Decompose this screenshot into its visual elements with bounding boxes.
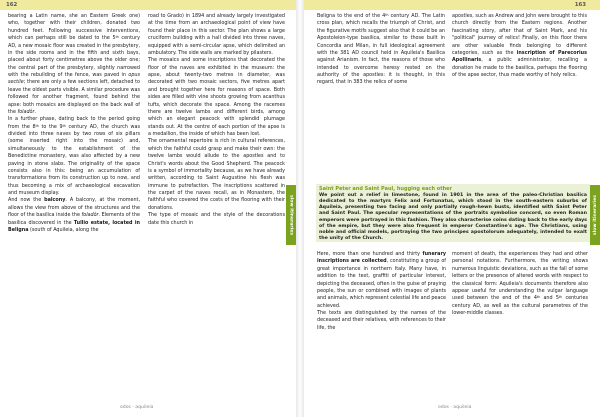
left-page-column-1 [8, 13, 140, 234]
superscript: th [115, 35, 119, 40]
right-page-column-2 [452, 13, 587, 79]
paragraph: The mosaics and some inscriptions that decorated the floor of the naves are exhibited in the museum: the apse, about twenty-two metres in diameter, was decorated with two mosaic sectors, five metres apart and brought together here for reasons of space. Both sides are filled with vine shoots growing from acanthus tufts, which decorate the space. Among the racemes there are twelve lambs and different birds, among which an elegant peacock with splendid plumage stands out. At the centre of each portion of the apse is a medallion, the inside of which has been lost. [148, 57, 285, 137]
paragraph [452, 13, 587, 79]
superscript: th [558, 295, 563, 300]
text: In a further phase, dating back to the period going from the 8 [8, 116, 140, 130]
text: (south of Aquileia, along the [28, 226, 99, 233]
text: Beligna to the end of the 4 [317, 13, 386, 19]
page-header-bar-right [304, 0, 600, 10]
paragraph [8, 197, 140, 234]
bold-term: funerary inscriptions are collected [317, 251, 446, 265]
right-page-column-3 [317, 251, 446, 332]
text: moment of death, the experiences they had and other personal notations. Furthermore, the writing shows numerous linguistic deviations, such as the fall of some letters or the presence of altered words with respect to the classical form: Aquileia's documents therefore also appear useful for understanding the vulgar language used between the end of the 4 [452, 251, 588, 302]
page-number-right: 163 [574, 2, 586, 8]
paragraph: The ornamental repertoire is rich in cultural references, which the faithful could grasp and make their own: the twelve lambs would allude to the apostles and to Christ's words about the Good Shepherd. The peacock is a symbol of immortality because, as we have already written, according to Saint Augustine his flesh was immune to putrefaction. The inscriptions scattered in the carpet of the naves recall, as in Monastero, the faithful who covered the costs of the flooring with their donations. [148, 138, 285, 211]
book-gutter [296, 0, 304, 417]
bold-term: Tullio estate, located in Beligna [8, 219, 140, 233]
paragraph: The texts are distinguished by the names of the deceased and their relatives, with references to their life, the [317, 310, 446, 331]
text: . [34, 108, 37, 115]
page-footer-right: odos · aquileia [438, 405, 472, 410]
paragraph: The type of mosaic and the style of the decorations date this church in [148, 212, 285, 226]
paragraph: road to Grado) in 1894 and already largely investigated at the time from an archaeological point of view have found their place in this sector. The plan shows a large cruciform building with a hall divided into three naves, equipped with a semi-circular apse, which delimited an ambulatory. The side walls are marked by pilasters. [148, 13, 285, 56]
text: ; there are only a few sections left, detached to leave the oldest parts visible. A similar procedure was followed for another fragment, found behind the apse: both mosaics are displayed on the back wall of the [8, 79, 140, 115]
superscript: th [62, 123, 66, 128]
paragraph [8, 13, 140, 116]
italic-term: principes apostolorum [444, 229, 505, 235]
page-footer-left: odos · aquileia [120, 405, 154, 410]
page-number-left: 162 [6, 2, 18, 8]
left-page-column-2 [148, 13, 285, 227]
text: century AD, a new mosaic floor was created in the presbytery, in the side rooms and in the fifth and sixth bays, placed about forty centimetres above the older one; the central part of the presbytery, slightly narrowed with the rebuilding of the fence, was paved in [8, 35, 140, 78]
superscript: th [385, 13, 389, 17]
text: centuries century AD, as well as the cultural parametres of the lower-middle classes. [452, 295, 588, 316]
text: We point out a relief in limestone, found in 1901 in the area of the paleo-Christian basilica dedicated to the martyrs Felix and Fortunatus, which stood in the south-eastern suburbs of Aquileia, presenting two facing and only partially rough-hewn busts, identified with Saint Peter and Saint Paul. The specular representations of the portraits symbolise concord, so even Roman emperors were portrayed in this fashion. They also characterise coins dating back to the early days of the empire, but they were also frequent in emperor Constantine's age. The Christians, using noble and official models, portraying the two [319, 193, 587, 235]
italic-term: opus sectile [8, 72, 140, 86]
text: century AD. The Latin cross plan, which recalls the triumph of Christ, and the figurative motifs suggest also that it could be an Apostoleion-type basilica, similar to those built in Concordia and Milan, in full ideological agreement with the 381 AD council held in Aquileia's Basilica against Arianism. In fact, the reasons of those who intended to overcome heresy rested on the authority of the apostles: it is thought, in this regard, that in 383 the relics of some [317, 13, 446, 86]
paragraph [317, 13, 445, 87]
superscript: th [35, 123, 39, 128]
text: , a public administrator, recalling a donation he made to the basilica, perhaps the flooring of the apse sector, thus made worthy of holy relics. [452, 57, 587, 78]
paragraph [317, 251, 446, 310]
paragraph [8, 116, 140, 197]
section-tab-left [286, 185, 296, 245]
box-title: Saint Peter and Saint Paul, hugging each other [319, 186, 453, 192]
right-page-column-4 [452, 251, 588, 317]
italic-term: foladôr [17, 108, 35, 115]
right-page-column-1 [317, 13, 445, 87]
text: bearing a Latin name, she an Eastern Greek one) who, together with their children, donated two hundred feet. Following successive interventions, which can perhaps still be dated to the 5 [8, 13, 140, 42]
text: and 5 [540, 295, 559, 302]
text: And now the [8, 197, 45, 204]
section-tab-label: slow itineraries [288, 194, 294, 236]
bold-term: inscription of Parecorius Apollinaris [452, 49, 588, 64]
text: century AD, the church was divided into three naves by two rows of six pillars (some inserted right into the mosaic) and, simultaneously to the establishment of the Benedictine monastery, was also affected by a new paving in stone slabs. The originality of the space consists also in this: being an accumulation of transformations from its construction up to now, and thus becoming a mix of archaeological excavation and museum display. [8, 123, 140, 196]
paragraph [452, 251, 588, 317]
section-tab-label: slow itineraries [592, 194, 598, 236]
text: . Elements of the basilica discovered in the [8, 212, 140, 226]
text: . A balcony, at the moment, allows the view from above of the structures and the floor of the basilica inside the [8, 197, 140, 219]
bold-term: balcony [44, 197, 66, 204]
page-header-bar-left [0, 0, 296, 10]
text: adequately, intended to exalt the unity of the Church. [319, 229, 587, 242]
superscript: th [536, 295, 541, 300]
section-tab-right [590, 185, 600, 245]
text: Here, more than one hundred and thirty [317, 251, 423, 257]
text: , constituting a group of great importance in northern Italy. Many have, in addition to the text, graffiti of particular interest, depicting the deceased, often in the guise of praying people, the sun or combined with images of plants and animals, which represent celestial life and peace achieved. [317, 258, 446, 309]
text: to the 9 [38, 123, 63, 130]
text: apostles, such as Andrew and John were brought to this church directly from the Eastern regions. Another fascinating story, after that of Saint Mark, and his "political" journey of relics! Finally, on this floor there are other valuable finds belonging to different categories, such as the [452, 13, 587, 56]
box-text [319, 193, 587, 242]
italic-term: foladôr [81, 212, 99, 219]
sidebar-box-saint-peter-paul [316, 184, 590, 242]
